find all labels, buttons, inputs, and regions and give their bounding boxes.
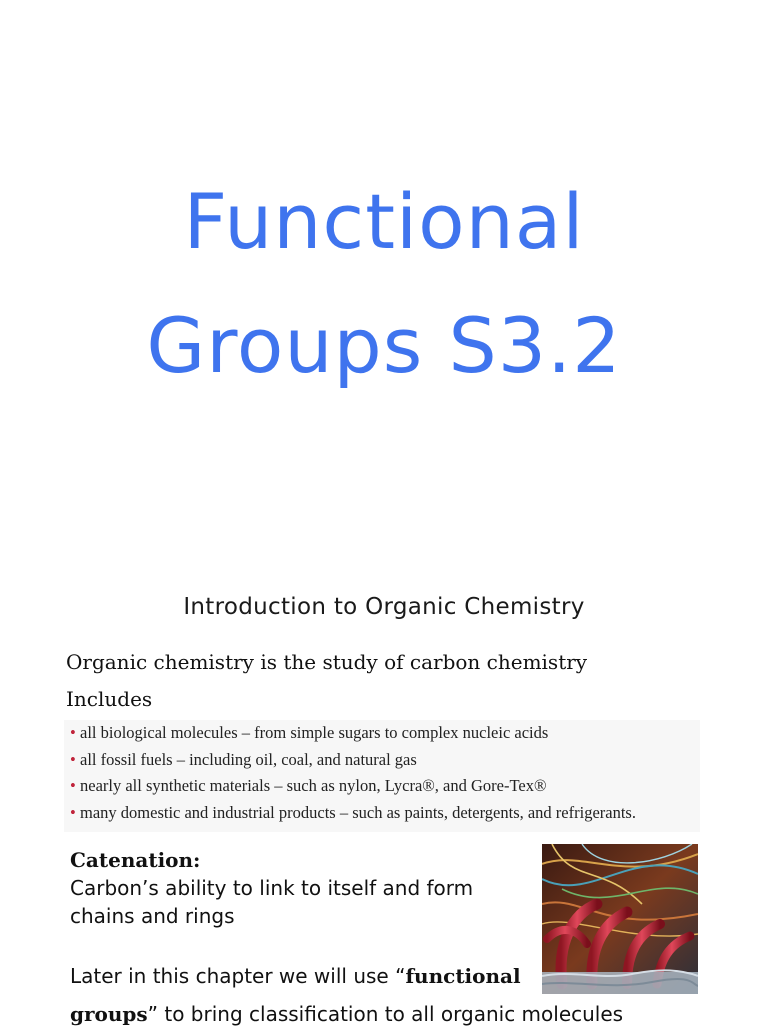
title-line-1: Functional — [183, 177, 585, 266]
bullet-text: all fossil fuels – including oil, coal, and natural gas — [80, 749, 417, 769]
bullet-text: all biological molecules – from simple sugars to complex nucleic acids — [80, 723, 549, 742]
title-slide — [0, 0, 768, 512]
title-line-2: Groups S3.2 — [146, 301, 622, 390]
note-bold-functional: functional — [405, 964, 521, 988]
note-text-pre: Later in this chapter we will use “ — [70, 964, 406, 988]
molecule-photo — [542, 844, 698, 994]
bullet-icon: • — [70, 749, 76, 769]
bullet-text: many domestic and industrial products – such as paints, detergents, and refrigerants. — [80, 802, 636, 822]
list-item — [70, 773, 700, 800]
list-item — [70, 800, 700, 827]
list-item — [70, 720, 700, 747]
bullet-text: nearly all synthetic materials – such as nylon, Lycra®, and Gore-Tex® — [80, 776, 547, 795]
bullet-icon: • — [70, 802, 76, 822]
catenation-line-1: Carbon’s ability to link to itself and form — [70, 876, 474, 900]
bullet-icon: • — [70, 723, 76, 742]
catenation-block — [70, 846, 520, 930]
intro-slide — [0, 512, 768, 1024]
molecule-image — [542, 844, 698, 994]
catenation-line-2: chains and rings — [70, 904, 235, 928]
bullet-icon: • — [70, 776, 76, 795]
list-item — [70, 747, 700, 774]
slide-heading: Introduction to Organic Chemistry — [183, 594, 585, 620]
note-text-post: ” to bring classification to all organic molecules — [147, 1002, 624, 1026]
catenation-title: Catenation: — [70, 848, 201, 872]
slide-title — [0, 160, 768, 408]
note-bold-groups: groups — [70, 1002, 148, 1026]
lead-text: Organic chemistry is the study of carbon chemistry — [66, 650, 588, 674]
includes-label: Includes — [66, 687, 153, 711]
bullet-list — [64, 720, 700, 832]
